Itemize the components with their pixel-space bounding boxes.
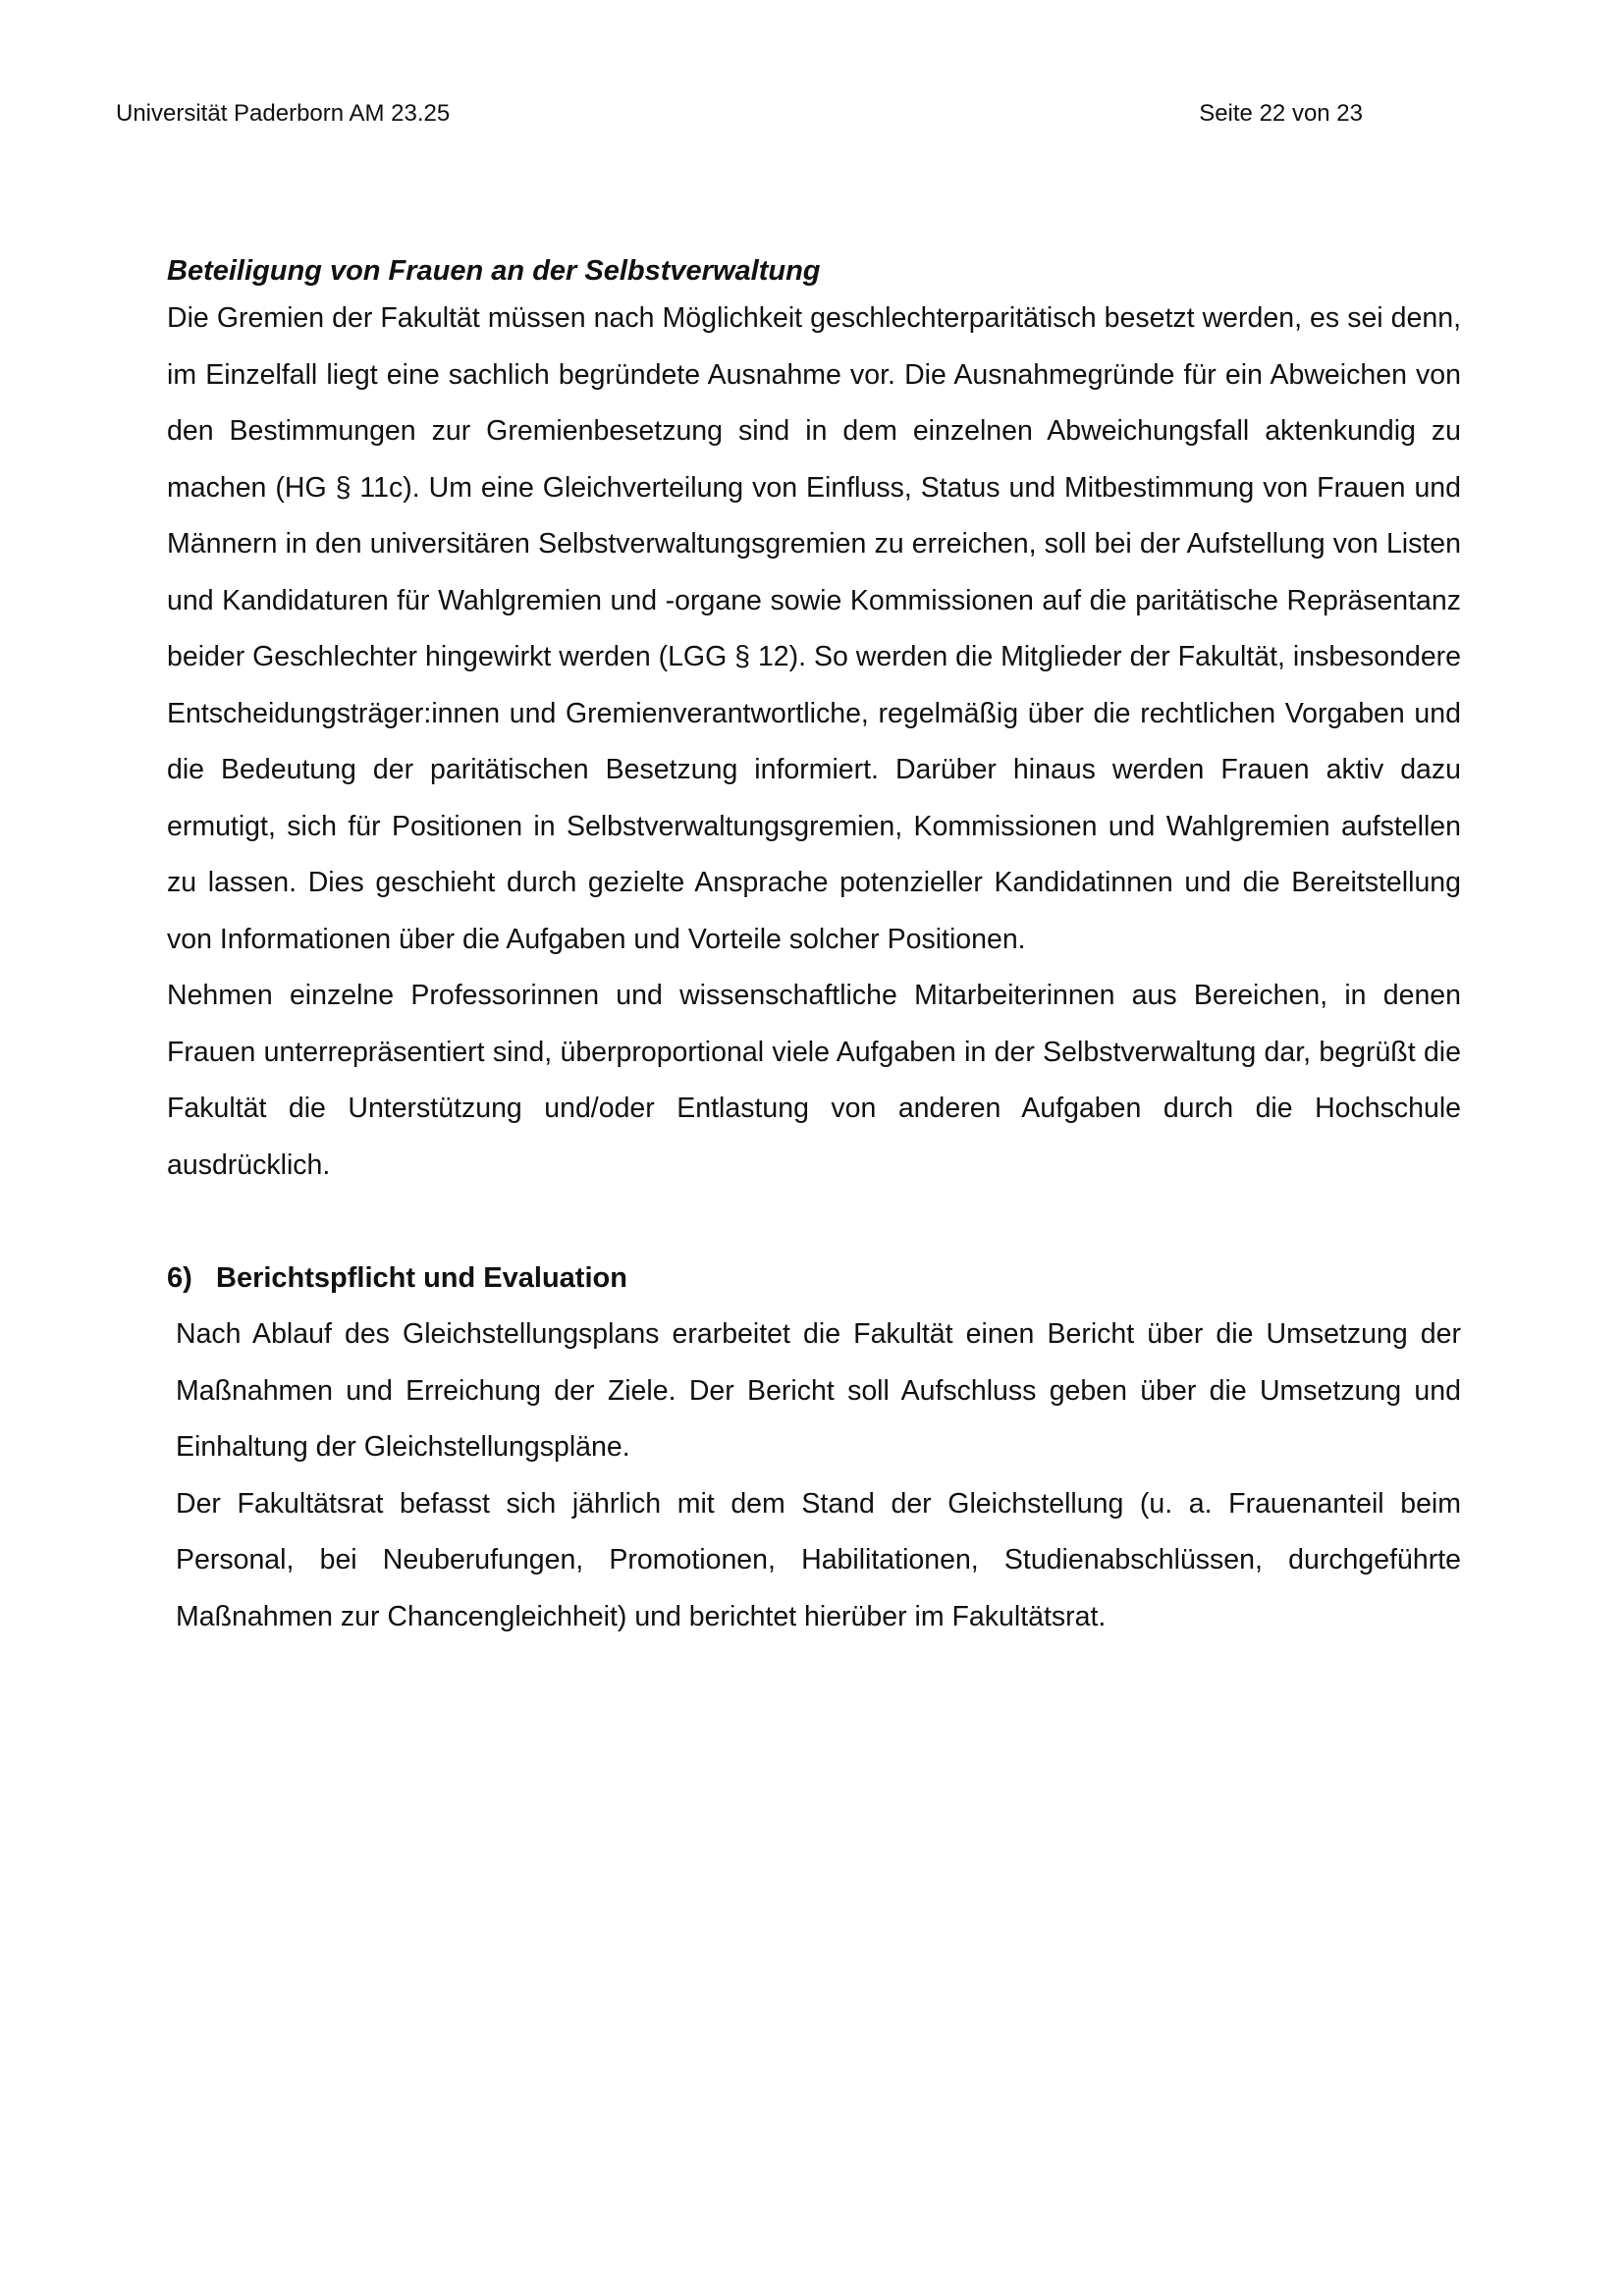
section-number: 6) bbox=[167, 1262, 192, 1294]
section-women-participation bbox=[167, 251, 1461, 1194]
section-spacer bbox=[167, 1194, 1461, 1250]
numbered-section-heading bbox=[167, 1250, 1461, 1307]
document-body bbox=[167, 251, 1461, 1645]
paragraph-report: Nach Ablauf des Gleichstellungsplans erarbeitet die Fakultät einen Bericht über die Umsetzung der Maßnahmen und Erreichung der Ziele. Der Bericht soll Aufschluss geben über die Umsetzung und Einhaltung der Gleichstellungspläne. bbox=[176, 1318, 1461, 1463]
section-heading: Beteiligung von Frauen an der Selbstverwaltung bbox=[167, 255, 821, 287]
section-reporting-body bbox=[167, 1307, 1461, 1645]
document-reference: Universität Paderborn AM 23.25 bbox=[116, 100, 451, 127]
section-reporting bbox=[167, 1250, 1461, 1645]
paragraph-annual-review: Der Fakultätsrat befasst sich jährlich mit dem Stand der Gleichstellung (u. a. Frauenanteil beim Personal, bei Neuberufungen, Promotionen, Habilitationen, Studienabschlüssen, durchgeführte Maßnahmen zur Chancengleichheit) und berichtet hierüber im Fakultätsrat. bbox=[176, 1487, 1461, 1632]
page-number: Seite 22 von 23 bbox=[1199, 100, 1363, 127]
paragraph-committee-parity: Die Gremien der Fakultät müssen nach Möglichkeit geschlechterparitätisch besetzt werden, es sei denn, im Einzelfall liegt eine sachlich begründete Ausnahme vor. Die Ausnahmegründe für ein Abweichen von den Bestimmungen zur Gremienbesetzung sind in dem einzelnen Abweichungsfall aktenkundig zu machen (HG § 11c). Um eine Gleichverteilung von Einfluss, Status und Mitbestimmung von Frauen und Männern in den universitären Selbstverwaltungsgremien zu erreichen, soll bei der Aufstellung von Listen und Kandidaturen für Wahlgremien und -organe sowie Kommissionen auf die paritätische Repräsentanz beider Geschlechter hingewirkt werden (LGG § 12). So werden die Mitglieder der Fakultät, insbesondere Entscheidungsträger:innen und Gremienverantwortliche, regelmäßig über die rechtlichen Vorgaben und die Bedeutung der paritätischen Besetzung informiert. Darüber hinaus werden Frauen aktiv dazu ermutigt, sich für Positionen in Selbstverwaltungsgremien, Kommissionen und Wahlgremien aufstellen zu lassen. Dies geschieht durch gezielte Ansprache potenzieller Kandidatinnen und die Bereitstellung von Informationen über die Aufgaben und Vorteile solcher Positionen. bbox=[167, 302, 1462, 955]
page-header bbox=[116, 96, 1363, 132]
section-title: Berichtspflicht und Evaluation bbox=[216, 1262, 627, 1294]
paragraph-support-relief: Nehmen einzelne Professorinnen und wissenschaftliche Mitarbeiterinnen aus Bereichen, in denen Frauen unterrepräsentiert sind, überproportional viele Aufgaben in der Selbstverwaltung dar, begrüßt die Fakultät die Unterstützung und/oder Entlastung von anderen Aufgaben durch die Hochschule ausdrücklich. bbox=[167, 980, 1461, 1181]
